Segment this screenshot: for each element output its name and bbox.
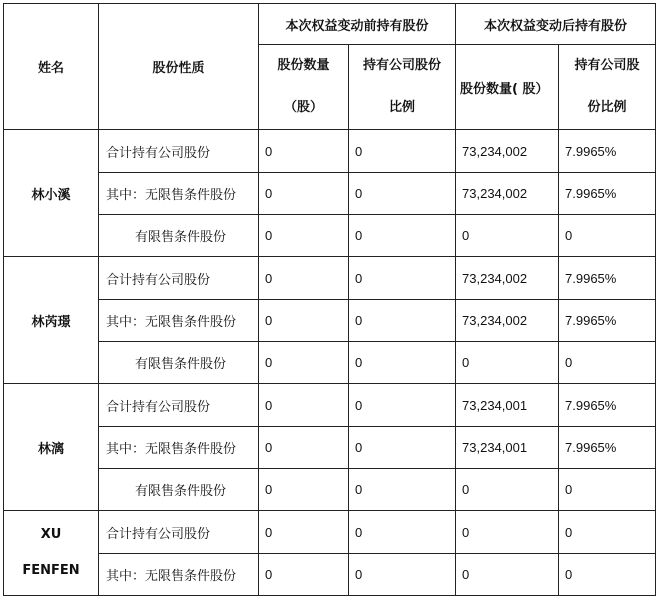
table-row bbox=[4, 342, 656, 384]
share-nature: 有限售条件股份 bbox=[99, 469, 259, 511]
header-share-nature: 股份性质 bbox=[99, 4, 259, 130]
after-quantity: 73,234,002 bbox=[456, 173, 559, 215]
after-ratio: 0 bbox=[559, 511, 656, 554]
after-ratio: 0 bbox=[559, 342, 656, 384]
header-after-ratio bbox=[559, 45, 656, 130]
header-before-change: 本次权益变动前持有股份 bbox=[259, 4, 456, 45]
before-quantity: 0 bbox=[259, 554, 349, 596]
shareholding-change-table bbox=[3, 3, 656, 596]
before-quantity: 0 bbox=[259, 511, 349, 554]
after-ratio: 7.9965% bbox=[559, 300, 656, 342]
header-name: 姓名 bbox=[4, 4, 99, 130]
header-before-quantity bbox=[259, 45, 349, 130]
table-row bbox=[4, 215, 656, 257]
after-ratio: 7.9965% bbox=[559, 130, 656, 173]
before-ratio: 0 bbox=[349, 469, 456, 511]
holder-name bbox=[4, 511, 99, 596]
header-after-ratio-line1: 持有公司股 bbox=[574, 58, 640, 73]
after-quantity: 73,234,002 bbox=[456, 300, 559, 342]
before-quantity: 0 bbox=[259, 130, 349, 173]
before-quantity: 0 bbox=[259, 173, 349, 215]
before-ratio: 0 bbox=[349, 215, 456, 257]
before-ratio: 0 bbox=[349, 554, 456, 596]
holder-name: 林漓 bbox=[4, 384, 99, 511]
after-ratio: 7.9965% bbox=[559, 173, 656, 215]
share-nature: 其中：无限售条件股份 bbox=[99, 300, 259, 342]
before-ratio: 0 bbox=[349, 130, 456, 173]
header-before-ratio-line2: 比例 bbox=[389, 100, 416, 115]
share-nature: 合计持有公司股份 bbox=[99, 511, 259, 554]
table-row bbox=[4, 300, 656, 342]
after-ratio: 7.9965% bbox=[559, 257, 656, 300]
before-ratio: 0 bbox=[349, 342, 456, 384]
header-after-quantity: 股份数量( 股） bbox=[456, 45, 559, 130]
header-after-change: 本次权益变动后持有股份 bbox=[456, 4, 656, 45]
after-ratio: 0 bbox=[559, 554, 656, 596]
header-before-ratio-line1: 持有公司股份 bbox=[363, 58, 442, 73]
holder-name-line1: XU bbox=[40, 527, 62, 542]
share-nature: 其中：无限售条件股份 bbox=[99, 427, 259, 469]
after-ratio: 0 bbox=[559, 469, 656, 511]
table-row bbox=[4, 173, 656, 215]
before-quantity: 0 bbox=[259, 342, 349, 384]
after-quantity: 0 bbox=[456, 554, 559, 596]
table-row bbox=[4, 554, 656, 596]
before-ratio: 0 bbox=[349, 427, 456, 469]
before-ratio: 0 bbox=[349, 173, 456, 215]
before-quantity: 0 bbox=[259, 384, 349, 427]
table-row bbox=[4, 257, 656, 300]
after-quantity: 73,234,001 bbox=[456, 427, 559, 469]
holder-name-line2: FENFEN bbox=[22, 563, 80, 578]
after-quantity: 73,234,002 bbox=[456, 130, 559, 173]
before-ratio: 0 bbox=[349, 384, 456, 427]
after-ratio: 7.9965% bbox=[559, 427, 656, 469]
header-before-quantity-line2: （股） bbox=[283, 100, 323, 115]
share-nature: 合计持有公司股份 bbox=[99, 384, 259, 427]
after-ratio: 7.9965% bbox=[559, 384, 656, 427]
share-nature: 合计持有公司股份 bbox=[99, 257, 259, 300]
header-before-ratio bbox=[349, 45, 456, 130]
before-ratio: 0 bbox=[349, 511, 456, 554]
before-quantity: 0 bbox=[259, 469, 349, 511]
after-quantity: 73,234,001 bbox=[456, 384, 559, 427]
header-after-ratio-line2: 份比例 bbox=[587, 100, 627, 115]
before-ratio: 0 bbox=[349, 257, 456, 300]
before-quantity: 0 bbox=[259, 257, 349, 300]
share-nature: 其中：无限售条件股份 bbox=[99, 554, 259, 596]
header-row-top bbox=[4, 4, 656, 45]
holder-name: 林芮璟 bbox=[4, 257, 99, 384]
after-quantity: 73,234,002 bbox=[456, 257, 559, 300]
table-row bbox=[4, 469, 656, 511]
before-quantity: 0 bbox=[259, 300, 349, 342]
after-quantity: 0 bbox=[456, 215, 559, 257]
before-quantity: 0 bbox=[259, 427, 349, 469]
header-before-quantity-line1: 股份数量 bbox=[277, 58, 330, 73]
before-ratio: 0 bbox=[349, 300, 456, 342]
after-ratio: 0 bbox=[559, 215, 656, 257]
share-nature: 有限售条件股份 bbox=[99, 215, 259, 257]
before-quantity: 0 bbox=[259, 215, 349, 257]
table-row bbox=[4, 511, 656, 554]
after-quantity: 0 bbox=[456, 511, 559, 554]
table-row bbox=[4, 427, 656, 469]
table-row bbox=[4, 130, 656, 173]
share-nature: 其中：无限售条件股份 bbox=[99, 173, 259, 215]
share-nature: 有限售条件股份 bbox=[99, 342, 259, 384]
holder-name: 林小溪 bbox=[4, 130, 99, 257]
after-quantity: 0 bbox=[456, 342, 559, 384]
table-row bbox=[4, 384, 656, 427]
share-nature: 合计持有公司股份 bbox=[99, 130, 259, 173]
after-quantity: 0 bbox=[456, 469, 559, 511]
